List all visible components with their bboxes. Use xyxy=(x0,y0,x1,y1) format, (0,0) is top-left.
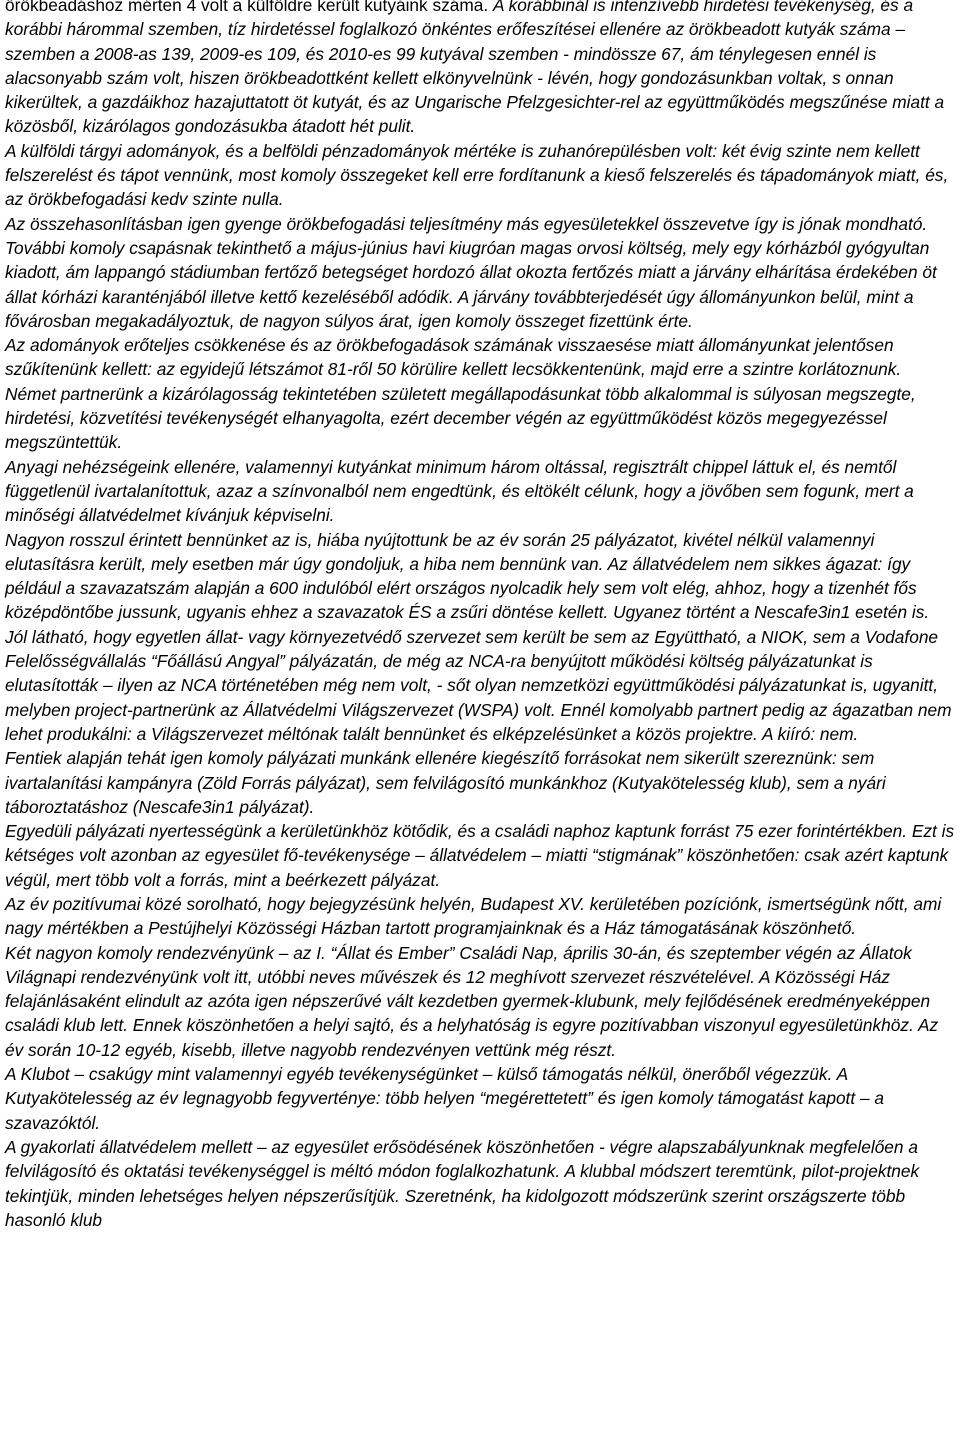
paragraph-education: A gyakorlati állatvédelem mellett – az egyesület erősödésének köszönhetően - végre alapszabályunknak megfelelően a felvilágosító és oktatási tevékenységgel is méltó módon foglalkozhatunk. A klubbal módszert teremtünk, pilot-projektnek tekintjük, minden lehetséges helyen népszerűsítjük. Szeretnénk, ha kidolgozott módszerünk szerint országszerte több hasonló klub xyxy=(5,1136,920,1230)
document-page xyxy=(5,0,955,1232)
paragraph-positives: Az év pozitívumai közé sorolható, hogy bejegyzésünk helyén, Budapest XV. kerületében pozíciónk, ismertségünk nőtt, ami nagy mértékben a Pestújhelyi Közösségi Házban tartott programjainknak és a Ház támogatásának köszönhető. xyxy=(5,893,942,939)
paragraph-family-day-grant: Egyedüli pályázati nyertességünk a kerületünkhöz kötődik, és a családi naphoz kaptunk forrást 75 ezer forintértékben. Ezt is kétséges volt azonban az egyesület fő-tevékenysége – állatvédelem – miatti “stigmának” köszönhetően: csak azért kaptunk végül, mert több volt a forrás, mint a beérkezett pályázat. xyxy=(5,821,955,890)
paragraph-german-partner: Német partnerünk a kizárólagosság tekintetében született megállapodásunkat több alkalommal is súlyosan megszegte, hirdetési, közvetítési tevékenységét elhanyagolta, ezért december végén az együttműködést közös megegyezéssel megszüntettük. xyxy=(5,383,916,453)
paragraph-adoptions-lead: örökbeadáshoz mérten 4 volt a külföldre került kutyáink száma. xyxy=(5,0,493,15)
paragraph-grant-applications: Nagyon rosszul érintett bennünket az is, hiába nyújtottunk be az év során 25 pályázatot, kivétel nélkül valamennyi elutasításra került, mely esetben már úgy gondoljuk, a hiba nem bennünk van. Az állatvédelem nem sikkes ágazat: így például a szavazatszám alapján a 600 indulóból elért országos nyolcadik hely sem volt elég, ahhoz, hogy a tizenhét fős középdöntőbe jussunk, ugyanis ehhez a szavazatok ÉS a zsűri döntése kellett. Ugyanez történt a Nescafe3in1 esetén is. Jól látható, hogy egyetlen állat- vagy környezetvédő szervezet sem került be sem az Együttható, a NIOK, sem a Vodafone Felelősségvállalás “Főállású Angyal” pályázatán, de még az NCA-ra benyújtott működési költség pályázatunkat is elutasították – ilyen az NCA történetében még nem volt, - sőt olyan nemzetközi együttműködési pályázatunkat is, ugyanitt, melyben project-partnerünk az Állatvédelmi Világszervezet (WSPA) volt. Ennél komolyabb partnert pedig az ágazatban nem lehet produkálni: a Világszervezet méltónak talált bennünket és elképzelésünket a közös projektre. A kiíró: nem. xyxy=(5,529,952,744)
paragraph-events: Két nagyon komoly rendezvényünk – az I. “Állat és Ember” Családi Nap, április 30-án, és szeptember végén az Állatok Világnapi rendezvényünk volt itt, utóbbi neves művészek és 12 meghívott szervezet részvételével. A Közösségi Ház felajánlásaként elindult az azóta igen népszerűvé vált kezdetben gyermek-klubunk, mely fejlődésének eredményeképpen családi klub lett. Ennek köszönhetően a helyi sajtó, és a helyhatóság is egyre pozitívabban viszonyul egyesületünkhöz. Az év során 10-12 egyéb, kisebb, illetve nagyobb rendezvényen vettünk még részt. xyxy=(5,942,939,1060)
paragraph-comparison: Az összehasonlításban igen gyenge örökbefogadási teljesítmény más egyesületekkel összevetve így is jónak mondható. xyxy=(5,213,928,234)
paragraph-adoptions-body: A korábbinál is intenzívebb hirdetési tevékenység, és a korábbi hárommal szemben, tíz hirdetéssel foglalkozó önkéntes erőfeszítései ellenére az örökbeadott kutyák száma – szemben a 2008-as 139, 2009-es 109, és 2010-es 99 kutyával szemben - mindössze 67, ám ténylegesen ennél is alacsonyabb szám volt, hiszen örökbeadottként kellett elkönyvelnünk - lévén, hogy gondozásunkban voltak, s onnan kikerültek, a gazdáikhoz hazajuttatott öt kutyát, és az Ungarische Pfelzgesichter-rel az együttműködés megszűnése miatt a közösből, kizárólagos gondozásukba átadott hét pulit. xyxy=(5,0,945,137)
paragraph-adoptions xyxy=(5,0,955,139)
paragraph-club: A Klubot – csakúgy mint valamennyi egyéb tevékenységünket – külső támogatás nélkül, önerőből végezzük. A Kutyakötelesség az év legnagyobb fegyverténye: több helyen “megérettetett” és igen komoly támogatást kapott – a szavazóktól. xyxy=(5,1064,884,1133)
paragraph-funding-summary: Fentiek alapján tehát igen komoly pályázati munkánk ellenére kiegészítő forrásokat nem sikerült szereznünk: sem ivartalanítási kampányra (Zöld Forrás pályázat), sem felvilágosító munkánkhoz (Kutyakötelesség klub), sem a nyári táboroztatáshoz (Nescafe3in1 pályázat). xyxy=(5,748,886,817)
paragraph-donations: A külföldi tárgyi adományok, és a belföldi pénzadományok mértéke is zuhanórepülésben volt: két évig szinte nem kellett felszerelést és tápot vennünk, most komoly összegeket kell erre fordítanunk a kieső felszerelés és tápadományok miatt, és, az örökbefogadási kedv szinte nulla. xyxy=(5,140,949,210)
paragraph-headcount-reduction: Az adományok erőteljes csökkenése és az örökbefogadások számának visszaesése miatt állományunkat jelentősen szűkítenünk kellett: az egyidejű létszámot 81-ről 50 körülire kellett lecsökkentenünk, majd erre a szintre korlátoznunk. xyxy=(5,335,902,380)
paragraph-vaccination: Anyagi nehézségeink ellenére, valamennyi kutyánkat minimum három oltással, regisztrált chippel láttuk el, és nemtől függetlenül ivartalanítottuk, azaz a színvonalból nem engedtünk, és eltökélt célunk, hogy a jövőben sem fogunk, mert a minőségi állatvédelmet kívánjuk képviselni. xyxy=(5,456,914,526)
paragraph-medical-costs: További komoly csapásnak tekinthető a május-június havi kiugróan magas orvosi költség, mely egy kórházból gyógyultan kiadott, ám lappangó stádiumban fertőző betegséget hordozó állat okozta fertőzés miatt a járvány elhárítása érdekében öt állat kórházi karanténjából illetve kettő kezeléséből adódik. A járvány továbbterjedését úgy állományunkon belül, mint a fővárosban megakadályoztuk, de nagyon súlyos árat, igen komoly összeget fizettünk érte. xyxy=(5,237,937,331)
